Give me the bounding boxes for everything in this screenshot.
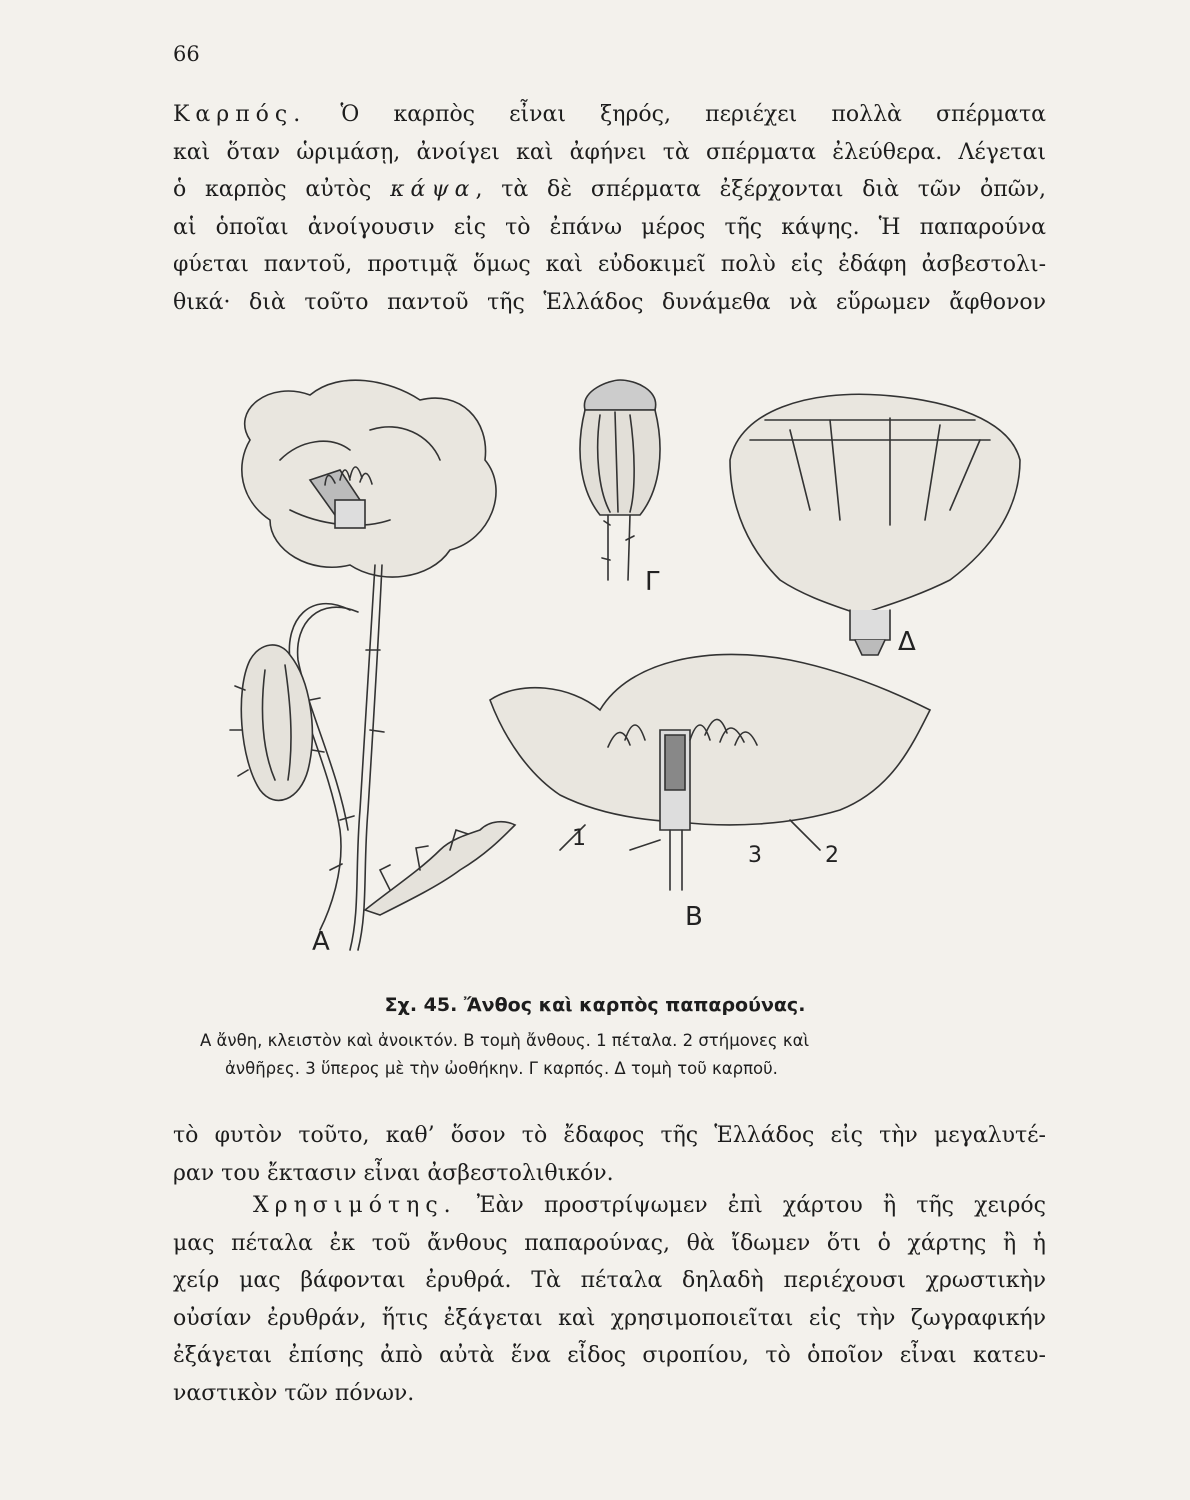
- label-num-3: 3: [748, 843, 762, 868]
- page-number: 66: [173, 42, 200, 66]
- text-line: μας πέταλα ἐκ τοῦ ἄνθους παπαρούνας, θὰ ἴδωμεν ὅτι ὁ χάρτης ἢ ἡ: [173, 1230, 1046, 1256]
- poppy-drawing: [190, 350, 1050, 980]
- text-line: θικά· διὰ τοῦτο παντοῦ τῆς Ἑλλάδος δυνάμεθα νὰ εὕρωμεν ἄφθονον: [173, 289, 1046, 315]
- figure-caption-title: Σχ. 45. Ἄνθος καὶ καρπὸς παπαρούνας.: [384, 994, 806, 1016]
- paragraph-usefulness: [173, 1187, 1046, 1412]
- section-lead: Καρπός.: [173, 102, 307, 127]
- capsule-section-drawing: [730, 394, 1020, 655]
- label-num-1: 1: [572, 826, 586, 851]
- label-g: Γ: [645, 567, 660, 597]
- text-line: φύεται παντοῦ, προτιμᾷ ὅμως καὶ εὐδοκιμεῖ πολὺ εἰς ἐδάφη ἀσβεστολι-: [173, 252, 1046, 277]
- text-line: οὐσίαν ἐρυθράν, ἥτις ἐξάγεται καὶ χρησιμοποιεῖται εἰς τὴν ζωγραφικήν: [173, 1305, 1046, 1331]
- text-line: ναστικὸν τῶν πόνων.: [173, 1380, 415, 1406]
- flower-section-drawing: [490, 654, 930, 890]
- label-pointer-2: [790, 820, 820, 850]
- text-line: Χρησιμότης. Ἐὰν προστρίψωμεν ἐπὶ χάρτου ἢ τῆς χειρός: [253, 1193, 1046, 1218]
- label-a: Α: [312, 927, 330, 957]
- text-line: ραν του ἔκτασιν εἶναι ἀσβεστολιθικόν.: [173, 1160, 614, 1186]
- text-line: ἐξάγεται ἐπίσης ἀπὸ αὐτὰ ἕνα εἶδος σιροπίου, τὸ ὁποῖον εἶναι κατευ-: [173, 1343, 1046, 1368]
- leaf-drawing: [365, 822, 515, 915]
- paragraph-soil: [173, 1117, 1046, 1192]
- caption-line: Α ἄνθη, κλειστὸν καὶ ἀνοικτόν. Β τομὴ ἄνθους. 1 πέταλα. 2 στήμονες καὶ: [200, 1031, 810, 1050]
- text-line: τὸ φυτὸν τοῦτο, καθ’ ὅσον τὸ ἔδαφος τῆς Ἑλλάδος εἰς τὴν μεγαλυτέ-: [173, 1123, 1046, 1148]
- figure-caption-body: [200, 1027, 1020, 1083]
- text-line: ὁ καρπὸς αὐτὸς κάψα, τὰ δὲ σπέρματα ἐξέρχονται διὰ τῶν ὀπῶν,: [173, 177, 1047, 202]
- open-flower-drawing: [242, 380, 496, 577]
- caption-line: ἀνθῆρες. 3 ὕπερος μὲ τὴν ὠοθήκην. Γ καρπός. Δ τομὴ τοῦ καρποῦ.: [225, 1059, 778, 1078]
- emphasis-term: κάψα: [390, 177, 476, 202]
- paragraph-fruit: [173, 96, 1046, 321]
- text-line: καὶ ὅταν ὡριμάσῃ, ἀνοίγει καὶ ἀφήνει τὰ σπέρματα ἐλεύθερα. Λέγεται: [173, 139, 1046, 165]
- text-line: αἱ ὁποῖαι ἀνοίγουσιν εἰς τὸ ἐπάνω μέρος τῆς κάψης. Ἡ παπαρούνα: [173, 214, 1046, 240]
- label-pointer-3: [630, 840, 660, 850]
- flower-bud-drawing: [230, 645, 324, 800]
- label-d: Δ: [898, 627, 916, 657]
- section-lead: Χρησιμότης.: [253, 1193, 457, 1218]
- label-num-2: 2: [825, 843, 839, 868]
- label-b: Β: [685, 902, 703, 932]
- text-line: Καρπός. Ὁ καρπὸς εἶναι ξηρός, περιέχει πολλὰ σπέρματα: [173, 102, 1046, 127]
- text-line: χείρ μας βάφονται ἐρυθρά. Τὰ πέταλα δηλαδὴ περιέχουσι χρωστικὴν: [173, 1268, 1046, 1293]
- poppy-illustration: [190, 350, 1050, 980]
- capsule-drawing: [580, 380, 660, 580]
